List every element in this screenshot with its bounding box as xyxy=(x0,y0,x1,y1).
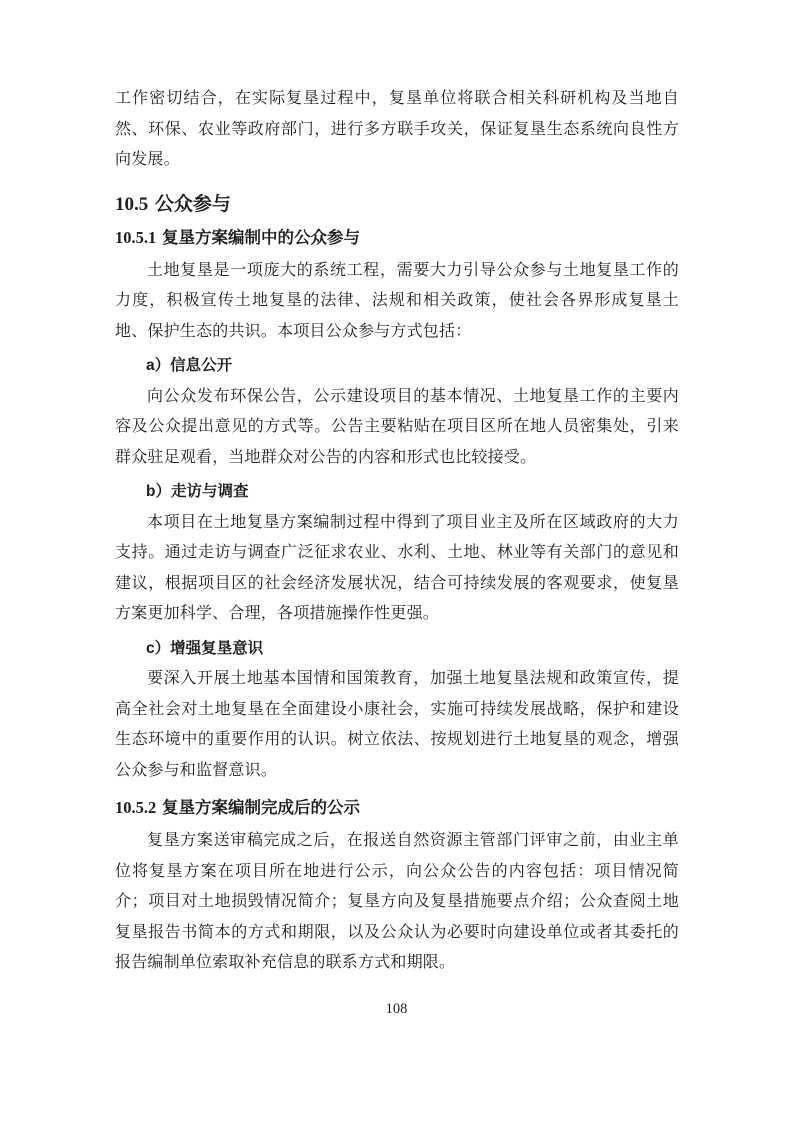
section-heading-text: 公众参与 xyxy=(154,193,231,215)
subsection-heading-number: 10.5.2 xyxy=(115,798,157,817)
paragraph-intro-public-participation: 土地复垦是一项庞大的系统工程，需要大力引导公众参与土地复垦工作的力度，积极宣传土地复垦的法律、法规和相关政策，使社会各界形成复垦土地、保护生态的共识。本项目公众参与方式包括： xyxy=(115,261,679,340)
paragraph-item-c: 要深入开展土地基本国情和国策教育，加强土地复垦法规和政策宣传，提高全社会对土地复垦在全面建设小康社会，实施可持续发展战略，保护和建设生态环境中的重要作用的认识。树立依法、按规划进行土地复垦的观念，增强公众参与和监督意识。 xyxy=(115,670,679,779)
section-heading-10-5 xyxy=(115,192,679,218)
paragraph-post-compilation-publicity: 复垦方案送审稿完成之后，在报送自然资源主管部门评审之前，由业主单位将复垦方案在项目所在地进行公示，向公众公告的内容包括：项目情况简介；项目对土地损毁情况简介；复垦方向及复垦措施要点介绍；公众查阅土地复垦报告书简本的方式和期限，以及公众认为必要时向建设单位或者其委托的报告编制单位索取补充信息的联系方式和期限。 xyxy=(115,832,679,971)
subsection-heading-10-5-2 xyxy=(115,796,679,820)
page-number: 108 xyxy=(385,1001,408,1017)
subsection-heading-number: 10.5.1 xyxy=(115,227,157,247)
item-label-c-reclamation-awareness: c）增强复垦意识 xyxy=(146,639,264,657)
item-label-a-information-disclosure: a）信息公开 xyxy=(146,357,233,374)
section-heading-number: 10.5 xyxy=(115,193,149,215)
paragraph-item-b: 本项目在土地复垦方案编制过程中得到了项目业主及所在区域政府的大力支持。通过走访与调查广泛征求农业、水利、土地、林业等有关部门的意见和建议，根据项目区的社会经济发展状况，结合可持续发展的客观要求，使复垦方案更加科学、合理，各项措施操作性更强。 xyxy=(115,513,679,622)
subsection-heading-text: 复垦方案编制中的公众参与 xyxy=(162,228,361,247)
paragraph-item-a: 向公众发布环保公告，公示建设项目的基本情况、土地复垦工作的主要内容及公众提出意见的方式等。公告主要粘贴在项目区所在地人员密集处，引来群众驻足观看，当地群众对公告的内容和形式也比较接受。 xyxy=(115,387,679,466)
subsection-heading-10-5-1 xyxy=(115,226,679,250)
paragraph-continuation: 工作密切结合，在实际复垦过程中，复垦单位将联合相关科研机构及当地自然、环保、农业等政府部门，进行多方联手攻关，保证复垦生态系统向良性方向发展。 xyxy=(115,90,679,168)
item-label-b-visits-and-surveys: b）走访与调查 xyxy=(146,483,249,500)
subsection-heading-text: 复垦方案编制完成后的公示 xyxy=(162,799,361,817)
